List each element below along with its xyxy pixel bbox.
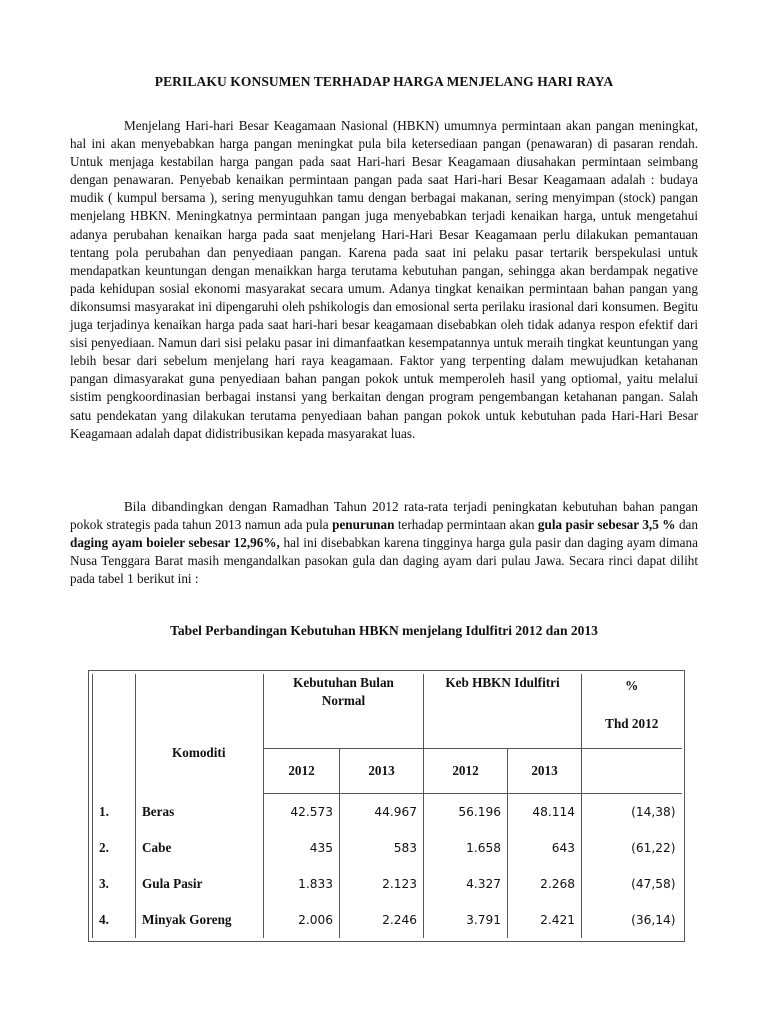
header-pct-label: Thd 2012 bbox=[605, 716, 659, 731]
row-normal-2012: 1.833 bbox=[264, 866, 340, 902]
row-normal-2012: 42.573 bbox=[264, 794, 340, 831]
header-year-normal-2012: 2012 bbox=[264, 749, 340, 794]
row-pct: (36,14) bbox=[582, 902, 682, 938]
row-hbkn-2013: 2.421 bbox=[508, 902, 582, 938]
row-komoditi: Minyak Goreng bbox=[136, 902, 264, 938]
header-no-cell bbox=[93, 674, 136, 794]
header-kebutuhan-normal: Kebutuhan Bulan Normal bbox=[264, 674, 424, 749]
header-year-hbkn-2013: 2013 bbox=[508, 749, 582, 794]
comparison-table-frame bbox=[88, 670, 685, 942]
row-pct: (61,22) bbox=[582, 830, 682, 866]
paragraph-2-bold-daging: daging ayam boieler sebesar 12,96%, bbox=[70, 535, 280, 551]
row-no: 2. bbox=[93, 830, 136, 866]
row-hbkn-2012: 3.791 bbox=[424, 902, 508, 938]
row-hbkn-2012: 56.196 bbox=[424, 794, 508, 831]
header-keb-hbkn: Keb HBKN Idulfitri bbox=[424, 674, 582, 749]
row-pct: (47,58) bbox=[582, 866, 682, 902]
table-row bbox=[93, 866, 682, 902]
row-no: 4. bbox=[93, 902, 136, 938]
row-no: 1. bbox=[93, 794, 136, 831]
document-title: PERILAKU KONSUMEN TERHADAP HARGA MENJELANG HARI RAYA bbox=[154, 74, 614, 89]
row-normal-2013: 583 bbox=[340, 830, 424, 866]
table-row bbox=[93, 902, 682, 938]
row-no: 3. bbox=[93, 866, 136, 902]
header-year-normal-2013: 2013 bbox=[340, 749, 424, 794]
paragraph-2-part2: terhadap permintaan akan bbox=[394, 517, 538, 533]
paragraph-2-part4: hal ini disebabkan karena tingginya harga gula pasir dan daging ayam dimana Nusa Tenggara Barat masih mengandalkan pasokan gula dan daging ayam dari pulau Jawa. Secara rinci dapat diliht pada tabel 1 berikut ini : bbox=[70, 535, 698, 587]
comparison-table bbox=[92, 674, 682, 938]
row-normal-2013: 2.246 bbox=[340, 902, 424, 938]
row-komoditi: Beras bbox=[136, 794, 264, 831]
header-pct-cell bbox=[582, 674, 682, 749]
row-hbkn-2012: 1.658 bbox=[424, 830, 508, 866]
row-hbkn-2012: 4.327 bbox=[424, 866, 508, 902]
paragraph-2-bold-penurunan: penurunan bbox=[332, 517, 395, 533]
row-komoditi: Gula Pasir bbox=[136, 866, 264, 902]
row-normal-2012: 435 bbox=[264, 830, 340, 866]
paragraph-1 bbox=[70, 117, 698, 443]
row-hbkn-2013: 643 bbox=[508, 830, 582, 866]
row-pct: (14,38) bbox=[582, 794, 682, 831]
row-komoditi: Cabe bbox=[136, 830, 264, 866]
paragraph-2-part1: Bila dibandingkan dengan Ramadhan Tahun 2012 rata-rata terjadi peningkatan kebutuhan bahan pangan pokok strategis pada tahun 2013 namun ada pula bbox=[70, 499, 698, 533]
paragraph-2-bold-gula: gula pasir sebesar 3,5 % bbox=[537, 517, 676, 533]
table-header-row bbox=[93, 674, 682, 749]
header-komoditi-cell bbox=[136, 674, 264, 794]
paragraph-2 bbox=[70, 498, 698, 588]
row-hbkn-2013: 2.268 bbox=[508, 866, 582, 902]
header-komoditi: Komoditi bbox=[172, 744, 226, 760]
table-caption: Tabel Perbandingan Kebutuhan HBKN menjelang Idulfitri 2012 dan 2013 bbox=[170, 623, 598, 638]
header-pct-symbol: % bbox=[625, 678, 639, 693]
paragraph-2-part3: dan bbox=[675, 517, 698, 533]
table-row bbox=[93, 830, 682, 866]
row-hbkn-2013: 48.114 bbox=[508, 794, 582, 831]
paragraph-1-text: Menjelang Hari-hari Besar Keagamaan Nasional (HBKN) umumnya permintaan akan pangan meningkat, hal ini akan menyebabkan harga pangan meningkat pula bila ketersediaan pangan (penawaran) di pasaran rendah. Untuk menjaga kestabilan harga pangan pada saat Hari-hari Besar Keagamaan diusahakan permintaan seimbang dengan penawaran. Penyebab kenaikan permintaan pangan pada saat Hari-hari Besar Keagamaan adalah : budaya mudik ( kumpul bersama ), sering menyuguhkan tamu dengan berbagai makanan, sering menyimpan (stock) pangan menjelang HBKN. Meningkatnya permintaan pangan juga menyebabkan terjadi kenaikan harga, untuk mengetahui adanya perubahan kenaikan harga pada saat menjelang Hari-Hari Besar Keagamaan perlu dilakukan pemantauan tentang pola perubahan dan penyediaan pangan. Karena pada saat ini pelaku pasar tertarik berspekulasi untuk mendapatkan keuntungan dengan menaikkan harga terutama kebutuhan pangan, sehingga akan berdampak negative pada kehidupan sosial ekonomi masyarakat secara umum. Adanya tingkat kenaikan permintaan bahan pangan yang dikonsumsi masyarakat ini dipengaruhi oleh pshikologis dan emosional serta perilaku irasional dari konsumen. Begitu juga terjadinya kenaikan harga pada saat hari-hari besar keagamaan disebabkan oleh tidak adanya respon efektif dari sisi penyediaan. Namun dari sisi pelaku pasar ini dimanfaatkan kesempatannya untuk meraih tingkat keuntungan yang lebih besar dari sebelum menjelang hari raya keagamaan. Faktor yang terpenting dalam mewujudkan ketahanan pangan dimasyarakat guna penyediaan bahan pangan pokok untuk memperoleh hasil yang optiomal, yaitu melalui sistim pengkoordinasian berbagai instansi yang berkaitan dengan program pengembangan ketahanan pangan. Salah satu pendekatan yang dilakukan terutama penyediaan bahan pangan pokok untuk kebutuhan pada Hari-Hari Besar Keagamaan adalah dapat didistribusikan kepada masyarakat luas. bbox=[70, 118, 698, 441]
header-year-hbkn-2012: 2012 bbox=[424, 749, 508, 794]
row-normal-2012: 2.006 bbox=[264, 902, 340, 938]
row-normal-2013: 2.123 bbox=[340, 866, 424, 902]
table-row bbox=[93, 794, 682, 831]
header-year-pct-blank bbox=[582, 749, 682, 794]
row-normal-2013: 44.967 bbox=[340, 794, 424, 831]
